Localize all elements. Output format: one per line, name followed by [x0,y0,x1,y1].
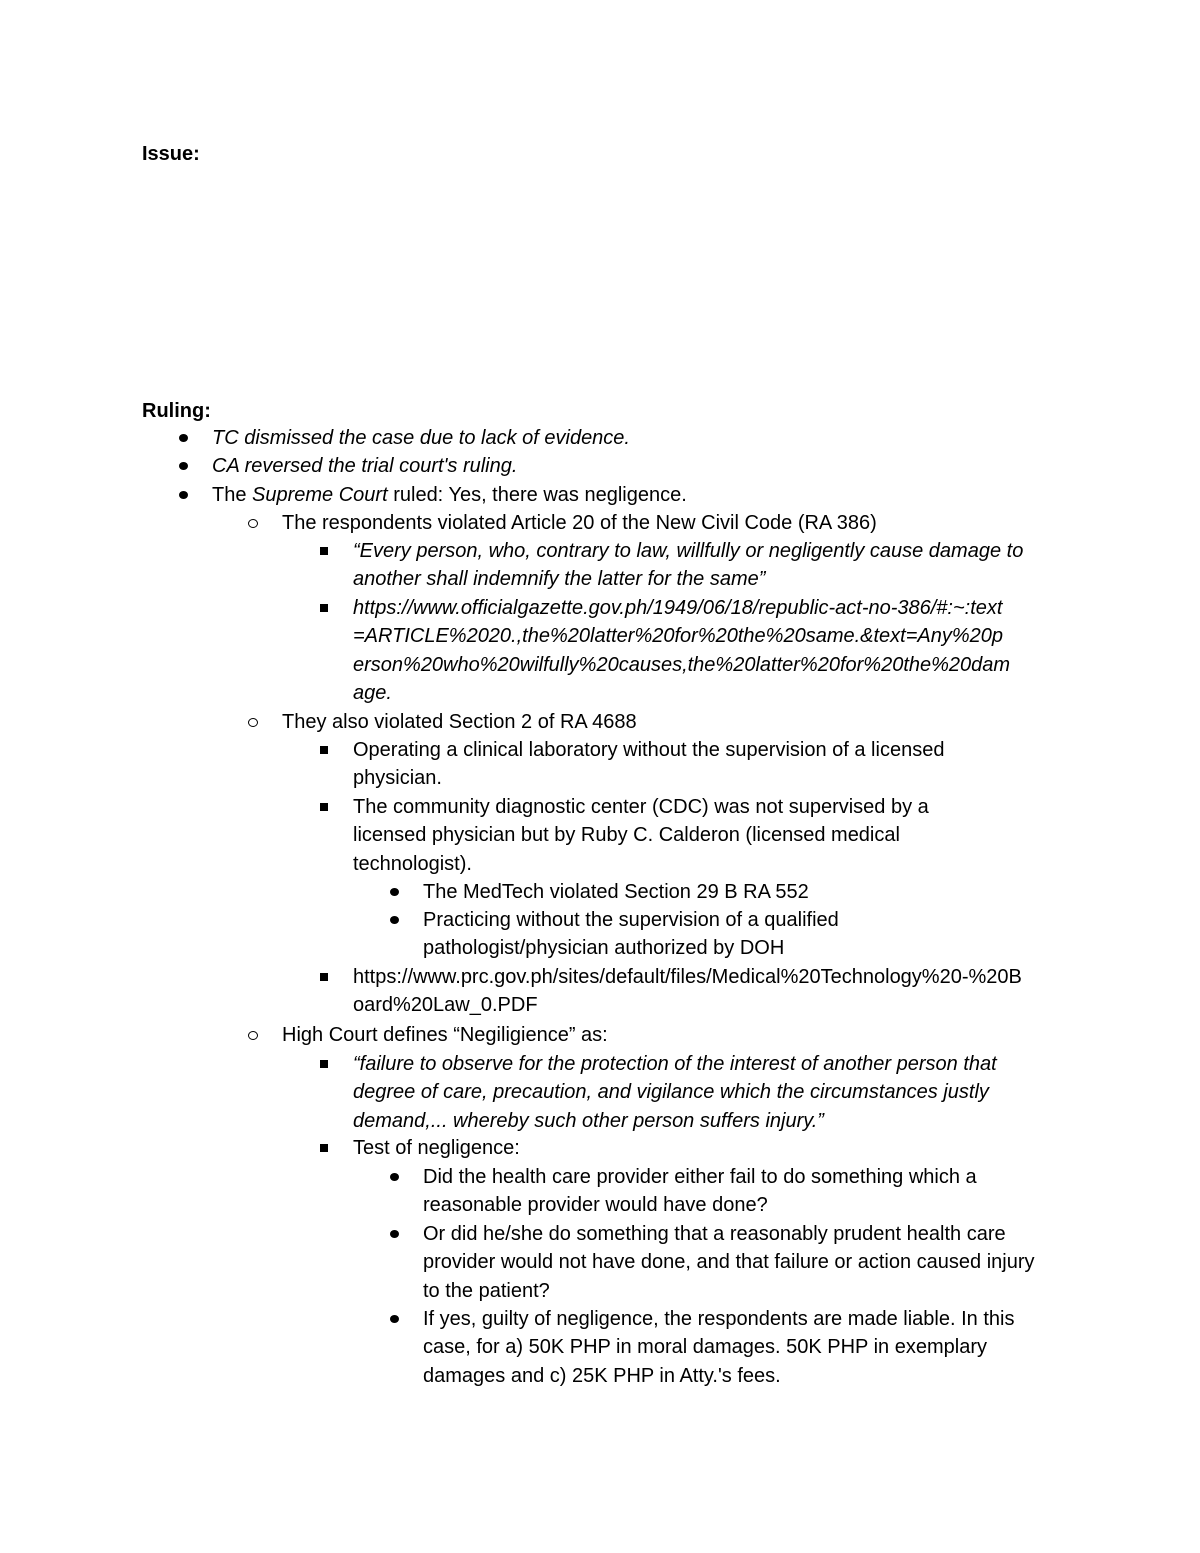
circle-bullet-icon [246,1021,260,1049]
ra4688-sub-1: The MedTech violated Section 29 B RA 552 [423,881,809,903]
square-bullet-icon [317,963,331,991]
sc-prefix: The [212,484,253,506]
sc-court: Supreme Court [252,484,388,506]
ruling-ca-text: CA reversed the trial court's ruling. [212,455,518,477]
circle-bullet-icon [246,509,260,537]
disc-bullet-icon [387,906,401,934]
square-bullet-icon [317,1050,331,1078]
negligence-quote: “failure to observe for the protection of the interest of another person that degree of care, precaution, and vigilance which the circumstances justly demand,... whereby such other person suffers injury.” [353,1053,997,1132]
list-item [282,708,1072,736]
sc-suffix: ruled: Yes, there was negligence. [387,484,687,506]
list-item [423,906,893,963]
list-item [212,481,1072,509]
list-item [423,1163,1033,1220]
ra4688-sub-2: Practicing without the supervision of a qualified pathologist/physician authorized by DOH [423,909,839,960]
square-bullet-icon [317,736,331,764]
list-item [353,963,1023,1020]
article20-text: The respondents violated Article 20 of the New Civil Code (RA 386) [282,512,877,534]
list-item [353,594,1013,708]
list-item [212,424,1072,452]
ruling-tc-text: TC dismissed the case due to lack of evidence. [212,427,630,449]
ruling-heading: Ruling: [142,400,211,422]
negligence-test-1: Did the health care provider either fail to do something which a reasonable provider would have done? [423,1166,977,1217]
disc-bullet-icon [387,1220,401,1248]
ra4688-point-1: Operating a clinical laboratory without the supervision of a licensed physician. [353,739,945,790]
issue-heading: Issue: [142,143,200,165]
square-bullet-icon [317,537,331,565]
list-item [353,1050,1053,1135]
circle-bullet-icon [246,708,260,736]
article20-link[interactable]: https://www.officialgazette.gov.ph/1949/06/18/republic-act-no-386/#:~:text=ARTICLE%2020.,the%20latter%20for%20the%20same.&text=Any%20person%20who%20wilfully%20causes,the%20latter%20for%20the%20damage. [353,597,1011,705]
negligence-test-3: If yes, guilty of negligence, the respondents are made liable. In this case, for a) 50K PHP in moral damages. 50K PHP in exemplary damages and c) 25K PHP in Atty.'s fees. [423,1308,1015,1387]
list-item [423,878,1068,906]
negligence-text: High Court defines “Negiligience” as: [282,1024,608,1046]
disc-bullet-icon [176,452,190,480]
list-item [353,1134,1068,1162]
list-item [353,736,1003,793]
square-bullet-icon [317,594,331,622]
list-item [353,537,1058,594]
ruling-sc-text [212,481,1072,509]
article20-quote: “Every person, who, contrary to law, willfully or negligently cause damage to another shall indemnify the latter for the same” [353,540,1024,591]
list-item [282,509,1072,537]
negligence-test-2: Or did he/she do something that a reasonably prudent health care provider would not have done, and that failure or action caused injury to the patient? [423,1223,1035,1302]
list-item [353,793,983,878]
disc-bullet-icon [176,481,190,509]
ra4688-link[interactable]: https://www.prc.gov.ph/sites/default/files/Medical%20Technology%20-%20Board%20Law_0.PDF [353,966,1022,1017]
disc-bullet-icon [387,1305,401,1333]
ra4688-text: They also violated Section 2 of RA 4688 [282,711,637,733]
ra4688-point-2: The community diagnostic center (CDC) was not supervised by a licensed physician but by Ruby C. Calderon (licensed medical technologist). [353,796,929,875]
disc-bullet-icon [176,424,190,452]
square-bullet-icon [317,1134,331,1162]
list-item [423,1220,1055,1305]
list-item [212,452,1072,480]
list-item [282,1021,1072,1049]
disc-bullet-icon [387,1163,401,1191]
square-bullet-icon [317,793,331,821]
negligence-test: Test of negligence: [353,1137,520,1159]
list-item [423,1305,1038,1390]
disc-bullet-icon [387,878,401,906]
